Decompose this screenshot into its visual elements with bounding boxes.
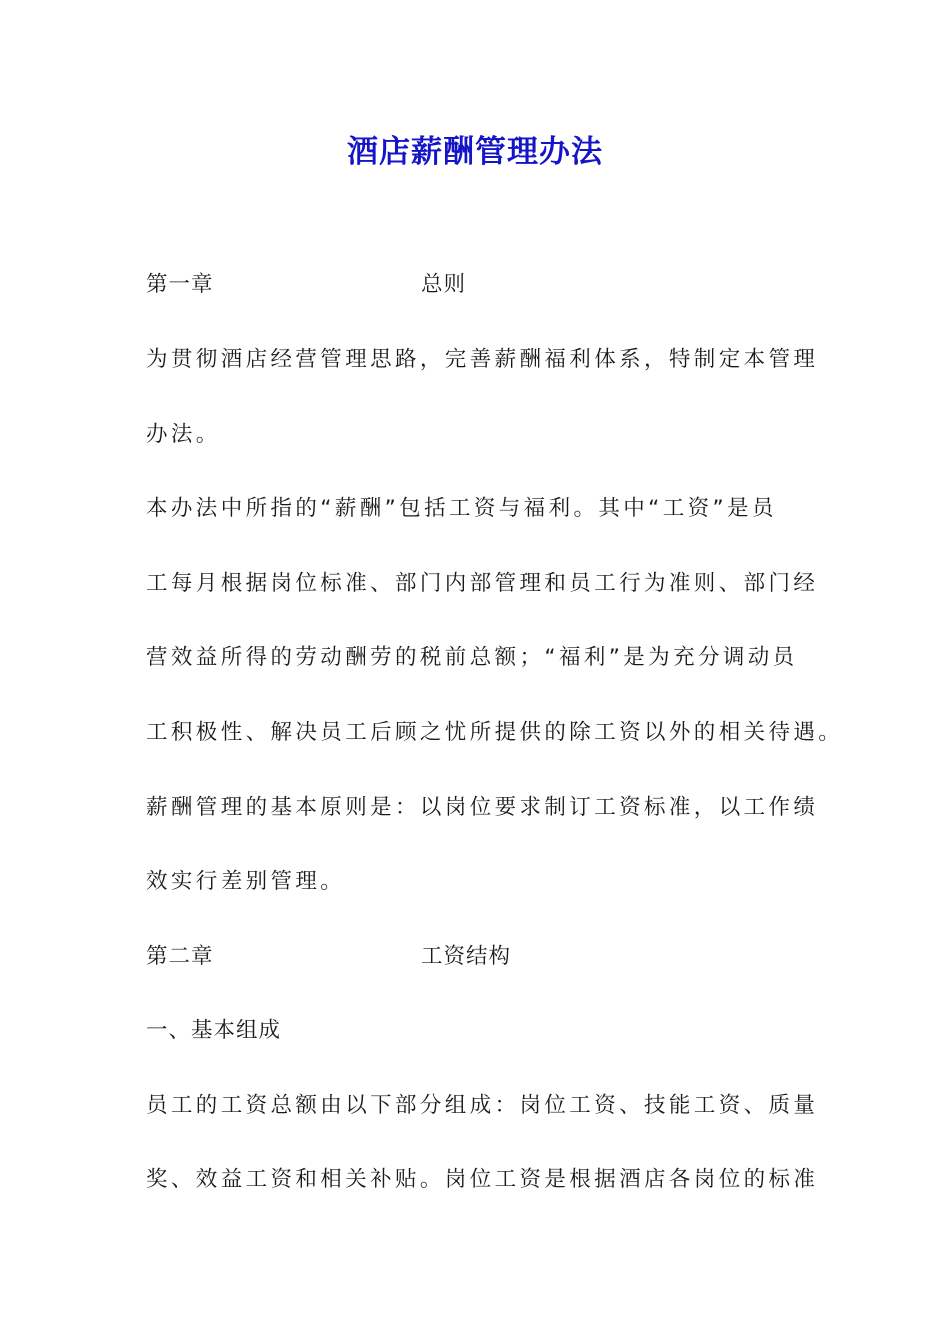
paragraph-line: 工每月根据岗位标准、部门内部管理和员工行为准则、部门经: [146, 571, 819, 596]
paragraph-line: 本办法中所指的“薪酬”包括工资与福利。其中“工资”是员: [146, 496, 777, 521]
chapter-title: 工资结构: [421, 944, 512, 969]
paragraph-line: 奖、效益工资和相关补贴。岗位工资是根据酒店各岗位的标准: [146, 1167, 819, 1192]
paragraph-line: 办法。: [146, 422, 221, 447]
document-title: 酒店薪酬管理办法: [347, 134, 603, 170]
chapter-number: 第二章: [146, 944, 214, 969]
paragraph-line: 员工的工资总额由以下部分组成：岗位工资、技能工资、质量: [146, 1093, 819, 1118]
paragraph-line: 营效益所得的劳动酬劳的税前总额；“福利”是为充分调动员: [146, 645, 798, 670]
paragraph-line: 效实行差别管理。: [146, 869, 346, 894]
chapter-number: 第一章: [146, 272, 214, 297]
chapter-title: 总则: [421, 272, 467, 297]
paragraph-line: 为贯彻酒店经营管理思路，完善薪酬福利体系，特制定本管理: [146, 347, 819, 372]
paragraph-line: 薪酬管理的基本原则是：以岗位要求制订工资标准，以工作绩: [146, 795, 819, 820]
paragraph-line: 工积极性、解决员工后顾之忧所提供的除工资以外的相关待遇。: [146, 720, 844, 745]
section-heading: 一、基本组成: [146, 1018, 282, 1043]
